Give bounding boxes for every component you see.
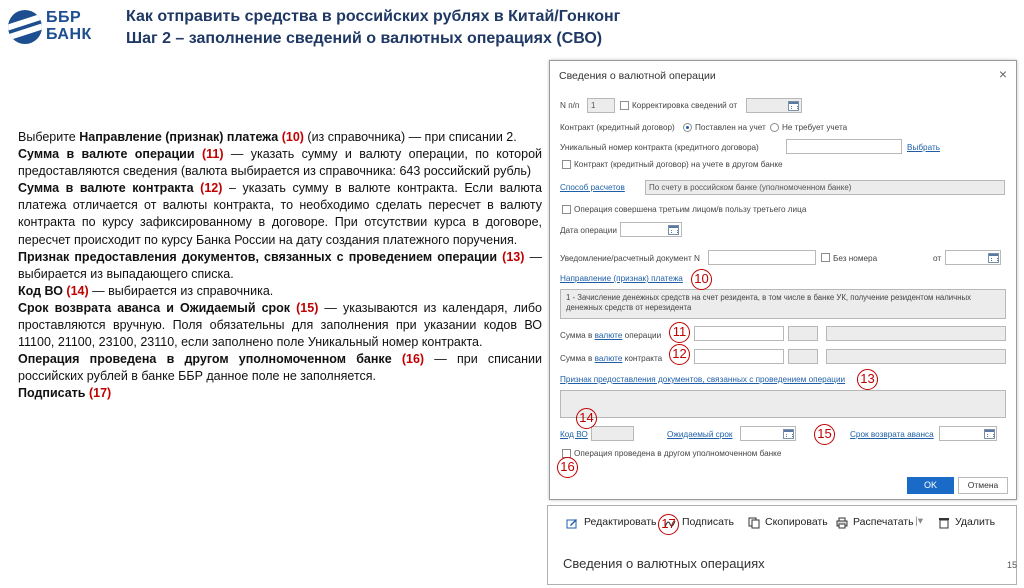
correction-label: Корректировка сведений от: [632, 101, 738, 110]
sum-op-currency-name-field: [826, 326, 1006, 341]
logo-emblem-icon: [8, 10, 42, 44]
settlement-field: По счету в российском банке (уполномоченном банке): [645, 180, 1005, 195]
dialog-title: Сведения о валютной операции: [559, 70, 716, 82]
expected-date-link[interactable]: Ожидаемый срок: [667, 430, 733, 439]
currency-operation-dialog: [549, 60, 1017, 500]
instruction-vo-code: Код ВО (14) — выбирается из справочника.: [18, 283, 274, 298]
sum-contract-currency-name-field: [826, 349, 1006, 364]
sum-op-currency-link[interactable]: валюте: [594, 331, 623, 340]
callout-11: 11: [669, 322, 690, 343]
callout-10: 10: [691, 269, 712, 290]
bank-logo: [8, 8, 92, 48]
close-icon[interactable]: ×: [998, 66, 1007, 82]
sign-button[interactable]: Подписать: [682, 516, 734, 528]
instruction-other-bank: Операция проведена в другом уполномоченном банке (16) — при списании российских рублей в банке ББР данное поле не заполняется.: [18, 352, 542, 384]
cancel-button[interactable]: Отмена: [958, 477, 1008, 494]
delete-button[interactable]: Удалить: [955, 516, 996, 528]
direction-link[interactable]: Направление (признак) платежа: [560, 274, 683, 283]
op-date-calendar-icon[interactable]: [668, 225, 679, 235]
callout-14: 14: [576, 408, 597, 429]
other-bank-contract-checkbox[interactable]: [562, 160, 571, 169]
docs-link[interactable]: Признак предоставления документов, связанных с проведением операции: [560, 375, 846, 384]
sum-op-label: Сумма в валюте операции: [560, 331, 662, 340]
unique-number-input[interactable]: [786, 139, 902, 154]
expected-calendar-icon[interactable]: [783, 429, 794, 439]
radio-not-required-label: Не требует учета: [782, 123, 848, 132]
callout-17: 17: [658, 514, 679, 535]
instruction-dates: Срок возврата аванса и Ожидаемый срок (15) — указываются из календаря, либо проставляются вручную. Поля обязательны для заполнения при указании кодов ВО 11100, 21100, 23100, 23110, если заполнено поле Уникальный номер контракта.: [18, 300, 542, 350]
instructions: [18, 129, 542, 403]
notice-calendar-icon[interactable]: [988, 253, 999, 263]
logo-text: [46, 9, 92, 43]
logo-line2: БАНК: [46, 26, 92, 43]
correction-calendar-icon[interactable]: [788, 101, 799, 111]
instruction-sign: Подписать (17): [18, 386, 112, 401]
vo-code-field: [591, 426, 634, 441]
instruction-sum-operation: Сумма в валюте операции (11) — указать сумму и валюту операции, по которой предоставляются сведения (валюта выбирается из справочника: 643 российский рубль): [18, 147, 543, 179]
radio-registered[interactable]: [683, 123, 692, 132]
ok-button[interactable]: OK: [907, 477, 954, 494]
instruction-sum-contract: Сумма в валюте контракта (12) – указать сумму в валюте контракта. Если валюта платежа отличается от валюты контракта, то необходимо сделать пересчет в валюту контракта по курсу зафиксированному в договоре. При отсутствии курса в договоре, пересчет происходит по курсу Банка России на дату создания платежного поручения.: [18, 181, 543, 247]
sum-contract-input[interactable]: [694, 349, 784, 364]
edit-icon: [566, 517, 578, 529]
page-number: 15: [1007, 560, 1018, 570]
edit-button[interactable]: Редактировать: [584, 516, 657, 528]
page-title: Как отправить средства в российских рублях в Китай/Гонконг: [126, 8, 621, 25]
unique-number-label: Уникальный номер контракта (кредитного договора): [560, 143, 759, 152]
notice-input[interactable]: [708, 250, 816, 265]
other-bank-operation-label: Операция проведена в другом уполномоченном банке: [574, 449, 782, 458]
advance-return-link[interactable]: Срок возврата аванса: [850, 430, 934, 439]
advance-calendar-icon[interactable]: [984, 429, 995, 439]
callout-12: 12: [669, 344, 690, 365]
correction-checkbox[interactable]: [620, 101, 629, 110]
operations-toolbar-panel: [547, 505, 1017, 585]
radio-registered-label: Поставлен на учет: [695, 123, 766, 132]
print-icon: [836, 517, 848, 529]
np-field: 1: [587, 98, 615, 113]
sum-contract-label: Сумма в валюте контракта: [560, 354, 663, 363]
vo-code-link[interactable]: Код ВО: [560, 430, 588, 439]
choose-link[interactable]: Выбрать: [907, 143, 940, 152]
radio-not-required[interactable]: [770, 123, 779, 132]
page-subtitle: Шаг 2 – заполнение сведений о валютных операциях (СВО): [126, 30, 603, 47]
copy-icon: [748, 517, 760, 529]
section-title: Сведения о валютных операциях: [563, 556, 765, 571]
notice-label: Уведомление/расчетный документ N: [560, 254, 700, 263]
third-party-checkbox[interactable]: [562, 205, 571, 214]
delete-icon: [938, 517, 950, 529]
instruction-documents: Признак предоставления документов, связанных с проведением операции (13) — выбирается из выпадающего списка.: [18, 249, 542, 281]
callout-16: 16: [557, 457, 578, 478]
sum-op-input[interactable]: [694, 326, 784, 341]
sum-contract-currency-field: [788, 349, 818, 364]
sum-contract-currency-link[interactable]: валюте: [594, 354, 623, 363]
other-bank-contract-label: Контракт (кредитный договор) на учете в другом банке: [574, 160, 783, 169]
instruction-direction: Выберите Направление (признак) платежа (10) (из справочника) — при списании 2.: [18, 130, 517, 144]
sum-op-currency-field: [788, 326, 818, 341]
callout-15: 15: [814, 424, 835, 445]
copy-button[interactable]: Скопировать: [765, 516, 828, 528]
docs-field[interactable]: [560, 390, 1006, 418]
settlement-link[interactable]: Способ расчетов: [560, 183, 625, 192]
no-number-label: Без номера: [833, 254, 878, 263]
no-number-checkbox[interactable]: [821, 253, 830, 262]
from-label: от: [933, 254, 942, 263]
direction-field: 1 - Зачисление денежных средств на счет резидента, в том числе в банке УК, получение резидентом наличных денежных средств от нерезидента: [560, 289, 1006, 319]
np-label: N п/п: [560, 101, 580, 110]
callout-13: 13: [857, 369, 878, 390]
third-party-label: Операция совершена третьим лицом/в пользу третьего лица: [574, 205, 807, 214]
print-button[interactable]: Распечатать: [853, 516, 914, 528]
print-dropdown-chevron-icon[interactable]: |▾: [915, 515, 923, 527]
logo-line1: ББР: [46, 9, 82, 26]
contract-label: Контракт (кредитный договор): [560, 123, 675, 132]
op-date-label: Дата операции: [560, 226, 617, 235]
